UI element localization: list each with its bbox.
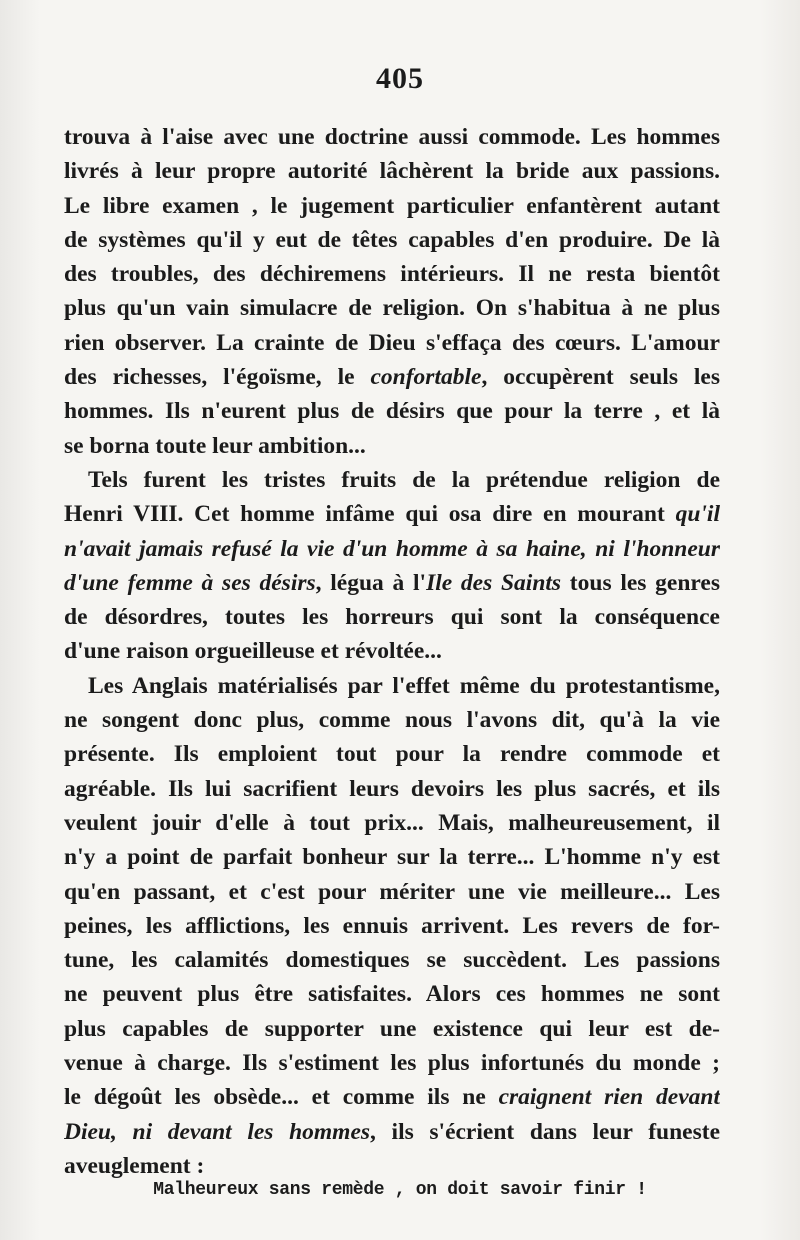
text-line [64,1012,720,1046]
text-span: d'une raison orgueilleuse et révoltée... [64,638,442,665]
italic-text: n'avait jamais refusé la vie d'un homme à sa haine, ni l'honneur [64,535,720,562]
text-span: plus qu'un vain simulacre de religion. On s'habitua à ne plus [64,295,720,322]
text-span: , ils s'écrient dans leur funeste [370,1118,720,1145]
text-span: Les Anglais matérialisés par l'effet même du protestantisme, [88,672,720,699]
text-span: hommes. Ils n'eurent plus de désirs que pour la terre , et là [64,398,720,425]
text-line [64,600,720,634]
text-line [64,463,720,497]
text-line [64,532,720,566]
text-line [64,669,720,703]
italic-text: d'une femme à ses désirs [64,569,316,596]
text-line [64,497,720,531]
text-line [64,1115,720,1149]
text-line [64,360,720,394]
text-span: Henri VIII. Cet homme infâme qui osa dire en mourant [64,501,676,528]
text-span: ne peuvent plus être satisfaites. Alors ces hommes ne sont [64,981,720,1008]
text-span: agréable. Ils lui sacrifient leurs devoirs les plus sacrés, et ils [64,775,720,802]
text-span: , occupèrent seuls les [481,364,720,391]
body-text [64,120,720,1183]
text-span: rien observer. La crainte de Dieu s'effaça des cœurs. L'amour [64,329,720,356]
text-span: présente. Ils emploient tout pour la rendre commode et [64,741,720,768]
text-line [64,120,720,154]
text-line [64,909,720,943]
text-line [64,291,720,325]
text-line [64,189,720,223]
text-line [64,875,720,909]
text-line [64,566,720,600]
text-line [64,806,720,840]
text-span: veulent jouir d'elle à tout prix... Mais, malheureusement, il [64,809,720,836]
text-line [64,772,720,806]
text-span: tune, les calamités domestiques se succèdent. Les passions [64,947,720,974]
text-line [64,223,720,257]
closing-quote: Malheureux sans remède , on doit savoir finir ! [153,1180,647,1200]
text-span: trouva à l'aise avec une doctrine aussi commode. Les hommes [64,124,720,150]
text-line [64,394,720,428]
text-span: des troubles, des déchiremens intérieurs. Il ne resta bientôt [64,261,720,288]
text-line [64,1080,720,1114]
text-span: Le libre examen , le jugement particulier enfantèrent autant [64,192,720,219]
italic-text: qu'il [675,501,720,528]
text-span: ne songent donc plus, comme nous l'avons dit, qu'à la vie [64,707,720,734]
text-span: le dégoût les obsède... et comme ils ne [64,1084,499,1111]
text-span: peines, les afflictions, les ennuis arrivent. Les revers de for- [64,912,720,939]
text-line [64,703,720,737]
text-line [64,257,720,291]
text-span: livrés à leur propre autorité lâchèrent la bride aux passions. [64,158,720,185]
text-span: qu'en passant, et c'est pour mériter une vie meilleure... Les [64,878,720,905]
text-span: venue à charge. Ils s'estiment les plus infortunés du monde ; [64,1050,720,1077]
text-line [64,326,720,360]
text-span: tous les genres [561,569,720,596]
text-line [64,1046,720,1080]
text-span: Tels furent les tristes fruits de la prétendue religion de [88,466,720,493]
page-number: 405 [376,62,424,95]
text-span: des richesses, l'égoïsme, le [64,364,371,391]
text-span: plus capables de supporter une existence qui leur est de- [64,1015,720,1042]
text-span: aveuglement : [64,1152,205,1179]
text-span: de systèmes qu'il y eut de têtes capables d'en produire. De là [64,226,720,253]
italic-text: Ile des Saints [426,569,562,596]
text-span: , légua à l' [315,569,427,596]
italic-text: confortable [370,364,482,391]
text-line [64,737,720,771]
text-span: n'y a point de parfait bonheur sur la terre... L'homme n'y est [64,844,720,871]
text-line [64,154,720,188]
italic-text: Dieu, ni devant les hommes [64,1118,371,1145]
text-line [64,840,720,874]
text-line [64,943,720,977]
text-line [64,634,720,668]
text-span: se borna toute leur ambition... [64,432,366,459]
text-span: de désordres, toutes les horreurs qui sont la conséquence [64,604,720,631]
text-line [64,429,720,463]
text-line [64,977,720,1011]
italic-text: craignent rien devant [498,1084,720,1111]
text-line [64,1149,720,1183]
